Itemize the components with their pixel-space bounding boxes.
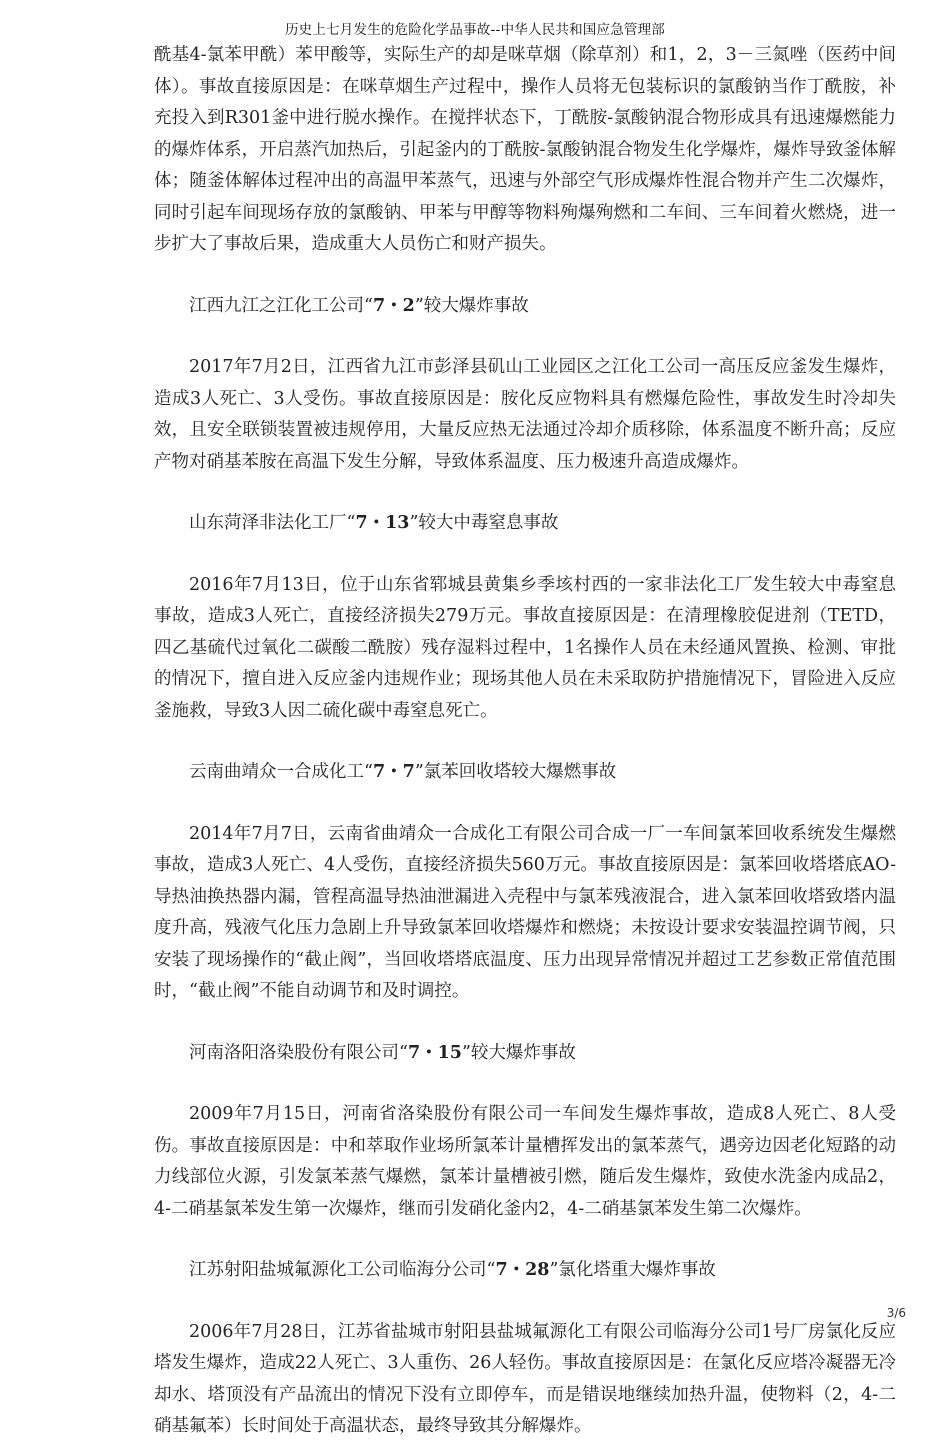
paragraph-henan: 2009年7月15日，河南省洛染股份有限公司一车间发生爆炸事故，造成8人死亡、8人受伤。事故直接原因是：中和萃取作业场所氯苯计量槽挥发出的氯苯蒸气，遇旁边因老化短路的动力线部位火源，引发氯苯蒸气爆燃，氯苯计量槽被引燃，随后发生爆炸，致使水洗釜内成品2，4-二硝基氯苯发生第一次爆炸，继而引发硝化釜内2，4-二硝基氯苯发生第二次爆炸。: [154, 1104, 896, 1219]
document-body: [154, 40, 896, 1443]
paragraph-shandong: 2016年7月13日，位于山东省郓城县黄集乡季垓村西的一家非法化工厂发生较大中毒窒息事故，造成3人死亡，直接经济损失279万元。事故直接原因是：在清理橡胶促进剂（TETD，四乙基硫代过氧化二碳酸二酰胺）残存湿料过程中，1名操作人员在未经通风置换、检测、审批的情况下，擅自进入反应釜内违规作业；现场其他人员在未采取防护措施情况下，冒险进入反应釜施救，导致3人因二硫化碳中毒窒息死亡。: [154, 574, 896, 721]
paragraph-jiangsu: 2006年7月28日，江苏省盐城市射阳县盐城氟源化工有限公司临海分公司1号厂房氯化反应塔发生爆炸，造成22人死亡、3人重伤、26人轻伤。事故直接原因是：在氯化反应塔冷凝器无冷却水、塔顶没有产品流出的情况下没有立即停车，而是错误地继续加热升温，使物料（2，4-二硝基氟苯）长时间处于高温状态，最终导致其分解爆炸。: [154, 1321, 896, 1436]
heading-text: 河南洛阳洛染股份有限公司“: [189, 1042, 408, 1063]
incident-code: 7・15: [407, 1042, 462, 1063]
heading-text: 云南曲靖众一合成化工“: [189, 762, 373, 782]
paragraph-yunnan: 2014年7月7日，云南省曲靖众一合成化工有限公司合成一厂一车间氯苯回收系统发生爆燃事故，造成3人死亡、4人受伤，直接经济损失560万元。事故直接原因是：氯苯回收塔塔底AO-导热油换热器内漏，管程高温导热油泄漏进入壳程中与氯苯残液混合，进入氯苯回收塔致塔内温度升高，残液气化压力急剧上升导致氯苯回收塔爆炸和燃烧；未按设计要求安装温控调节阀，只安装了现场操作的“截止阀”，当回收塔塔底温度、压力出现异常情况并超过工艺参数正常值范围时，“截止阀”不能自动调节和及时调控。: [154, 823, 896, 1001]
heading-text: ”较大爆炸事故: [461, 1042, 576, 1063]
page-header-title: 历史上七月发生的危险化学品事故--中华人民共和国应急管理部: [284, 22, 666, 38]
heading-text: ”氯苯回收塔较大爆燃事故: [414, 762, 617, 782]
heading-text: 山东菏泽非法化工厂“: [189, 513, 356, 533]
section-heading-jiangsu: [154, 1255, 896, 1287]
heading-text: ”较大中毒窒息事故: [409, 513, 559, 533]
intro-paragraph: 酰基4-氯苯甲酰）苯甲酸等，实际生产的却是咪草烟（除草剂）和1，2，3－三氮唑（医药中间体）。事故直接原因是：在咪草烟生产过程中，操作人员将无包装标识的氯酸钠当作丁酰胺，补充投入到R301釜中进行脱水操作。在搅拌状态下，丁酰胺-氯酸钠混合物形成具有迅速爆燃能力的爆炸体系，开启蒸汽加热后，引起釜内的丁酰胺-氯酸钠混合物发生化学爆炸，爆炸导致釜体解体；随釜体解体过程冲出的高温甲苯蒸气，迅速与外部空气形成爆炸性混合物并产生二次爆炸，同时引起车间现场存放的氯酸钠、甲苯与甲醇等物料殉爆殉燃和二车间、三车间着火燃烧，进一步扩大了事故后果，造成重大人员伤亡和财产损失。: [154, 45, 896, 254]
heading-text: 江西九江之江化工公司“: [189, 295, 373, 316]
heading-text: 江苏射阳盐城氟源化工公司临海分公司“: [189, 1260, 496, 1280]
page-number: 3/6: [886, 1306, 906, 1320]
heading-text: ”较大爆炸事故: [414, 295, 529, 316]
section-heading-yunnan: [154, 757, 896, 789]
incident-code: 7・2: [372, 295, 415, 316]
incident-code: 7・28: [495, 1260, 550, 1280]
section-heading-jiangxi: [154, 291, 896, 323]
incident-code: 7・13: [355, 513, 410, 533]
section-heading-henan: [154, 1038, 896, 1070]
section-heading-shandong: [154, 508, 896, 540]
heading-text: ”氯化塔重大爆炸事故: [549, 1260, 716, 1280]
paragraph-jiangxi: 2017年7月2日，江西省九江市彭泽县矶山工业园区之江化工公司一高压反应釜发生爆炸，造成3人死亡、3人受伤。事故直接原因是：胺化反应物料具有燃爆危险性，事故发生时冷却失效，且安全联锁装置被违规停用，大量反应热无法通过冷却介质移除，体系温度不断升高；反应产物对硝基苯胺在高温下发生分解，导致体系温度、压力极速升高造成爆炸。: [154, 357, 896, 472]
incident-code: 7・7: [372, 762, 415, 782]
